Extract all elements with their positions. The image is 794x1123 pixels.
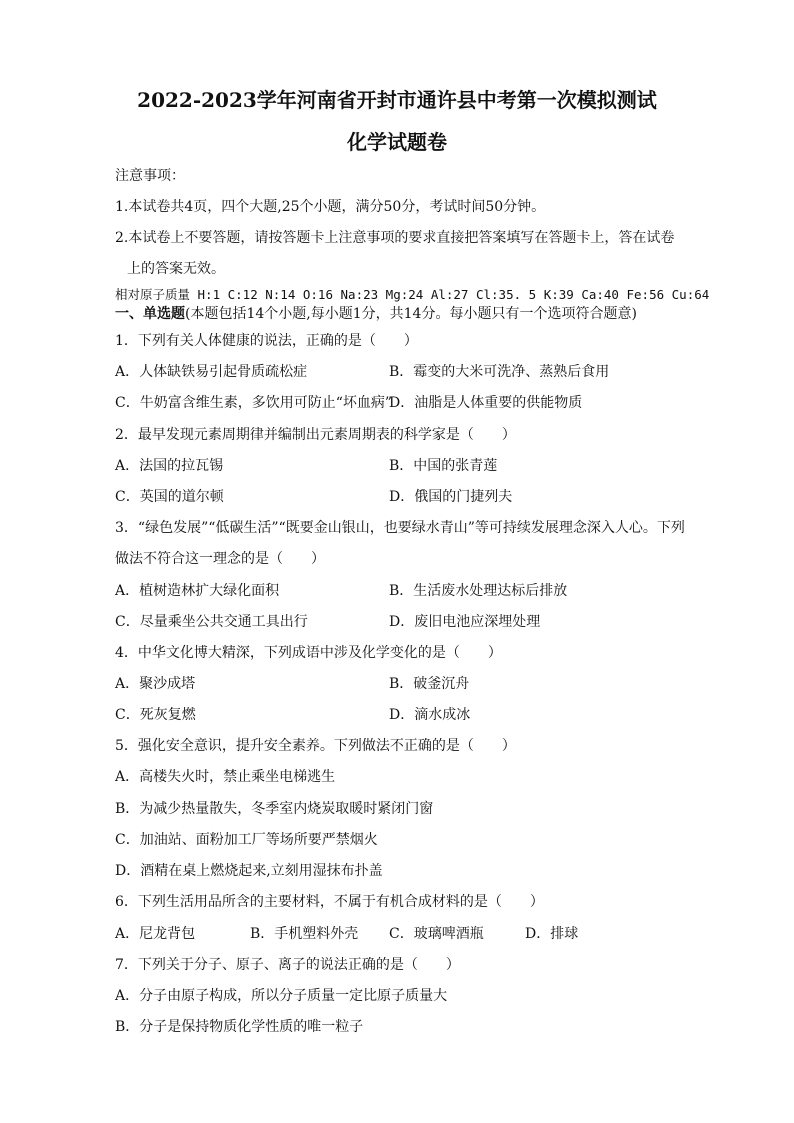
- notes-heading: 注意事项：: [115, 168, 185, 184]
- q1-option-c: C．牛奶富含维生素，多饮用可防止“坏血病”: [115, 395, 393, 411]
- section-label: 一、单选题: [115, 306, 185, 322]
- q3-option-a: A．植树造林扩大绿化面积: [115, 583, 280, 599]
- q4-option-c: C．死灰复燃: [115, 707, 196, 723]
- q5-option-a: A．高楼失火时，禁止乘坐电梯逃生: [115, 769, 336, 785]
- q3-stem: 3．“绿色发展”“低碳生活”“既要金山银山，也要绿水青山”等可持续发展理念深入人心。下列: [115, 520, 685, 536]
- q2-option-b: B．中国的张青莲: [389, 458, 498, 474]
- q6-option-b: B．手机塑料外壳: [250, 926, 359, 942]
- q2-stem: 2．最早发现元素周期律并编制出元素周期表的科学家是（ ）: [115, 427, 516, 443]
- q7-option-b: B．分子是保持物质化学性质的唯一粒子: [115, 1019, 364, 1035]
- q6-option-a: A．尼龙背包: [115, 926, 196, 942]
- q3-option-b: B．生活废水处理达标后排放: [389, 583, 568, 599]
- q7-option-a: A．分子由原子构成，所以分子质量一定比原子质量大: [115, 988, 448, 1004]
- notes-item-2-cont: 上的答案无效。: [127, 261, 225, 277]
- q1-stem: 1．下列有关人体健康的说法，正确的是（ ）: [115, 333, 418, 349]
- q1-option-d: D．油脂是人体重要的供能物质: [389, 395, 583, 411]
- q1-option-b: B．霉变的大米可洗净、蒸熟后食用: [389, 364, 610, 380]
- q4-option-b: B．破釜沉舟: [389, 676, 470, 692]
- exam-title: 2022-2023学年河南省开封市通许县中考第一次模拟测试: [137, 88, 657, 112]
- q5-option-d: D．酒精在桌上燃烧起来,立刻用湿抹布扑盖: [115, 863, 383, 879]
- q2-option-a: A．法国的拉瓦锡: [115, 458, 224, 474]
- atomic-mass-line: 相对原子质量 H:1 C:12 N:14 O:16 Na:23 Mg:24 Al:27 Cl:35. 5 K:39 Ca:40 Fe:56 Cu:64: [115, 287, 710, 302]
- q5-option-c: C．加油站、面粉加工厂等场所要严禁烟火: [115, 832, 378, 848]
- q5-stem: 5．强化安全意识，提升安全素养。下列做法不正确的是（ ）: [115, 738, 516, 754]
- notes-item-1: 1.本试卷共4页，四个大题,25个小题，满分50分，考试时间50分钟。: [115, 199, 546, 215]
- q3-stem-cont: 做法不符合这一理念的是（ ）: [115, 551, 325, 567]
- notes-item-2: 2.本试卷上不要答题，请按答题卡上注意事项的要求直接把答案填写在答题卡上，答在试卷: [115, 230, 675, 246]
- q6-option-c: C．玻璃啤酒瓶: [389, 926, 484, 942]
- q6-stem: 6．下列生活用品所含的主要材料，不属于有机合成材料的是（ ）: [115, 894, 544, 910]
- q3-option-d: D．废旧电池应深埋处理: [389, 614, 541, 630]
- q5-option-b: B．为减少热量散失，冬季室内烧炭取暖时紧闭门窗: [115, 801, 434, 817]
- q4-option-d: D．滴水成冰: [389, 707, 471, 723]
- q2-option-d: D．俄国的门捷列夫: [389, 489, 513, 505]
- q6-option-d: D．排球: [525, 926, 579, 942]
- q2-option-c: C．英国的道尔顿: [115, 489, 224, 505]
- section-description: (本题包括14个小题,每小题1分，共14分。每小题只有一个选项符合题意): [185, 306, 637, 322]
- q4-option-a: A．聚沙成塔: [115, 676, 196, 692]
- section-heading: [115, 304, 637, 324]
- exam-subtitle: 化学试题卷: [347, 130, 447, 154]
- q1-option-a: A．人体缺铁易引起骨质疏松症: [115, 364, 308, 380]
- q4-stem: 4．中华文化博大精深，下列成语中涉及化学变化的是（ ）: [115, 645, 502, 661]
- q7-stem: 7．下列关于分子、原子、离子的说法正确的是（ ）: [115, 957, 460, 973]
- q3-option-c: C．尽量乘坐公共交通工具出行: [115, 614, 308, 630]
